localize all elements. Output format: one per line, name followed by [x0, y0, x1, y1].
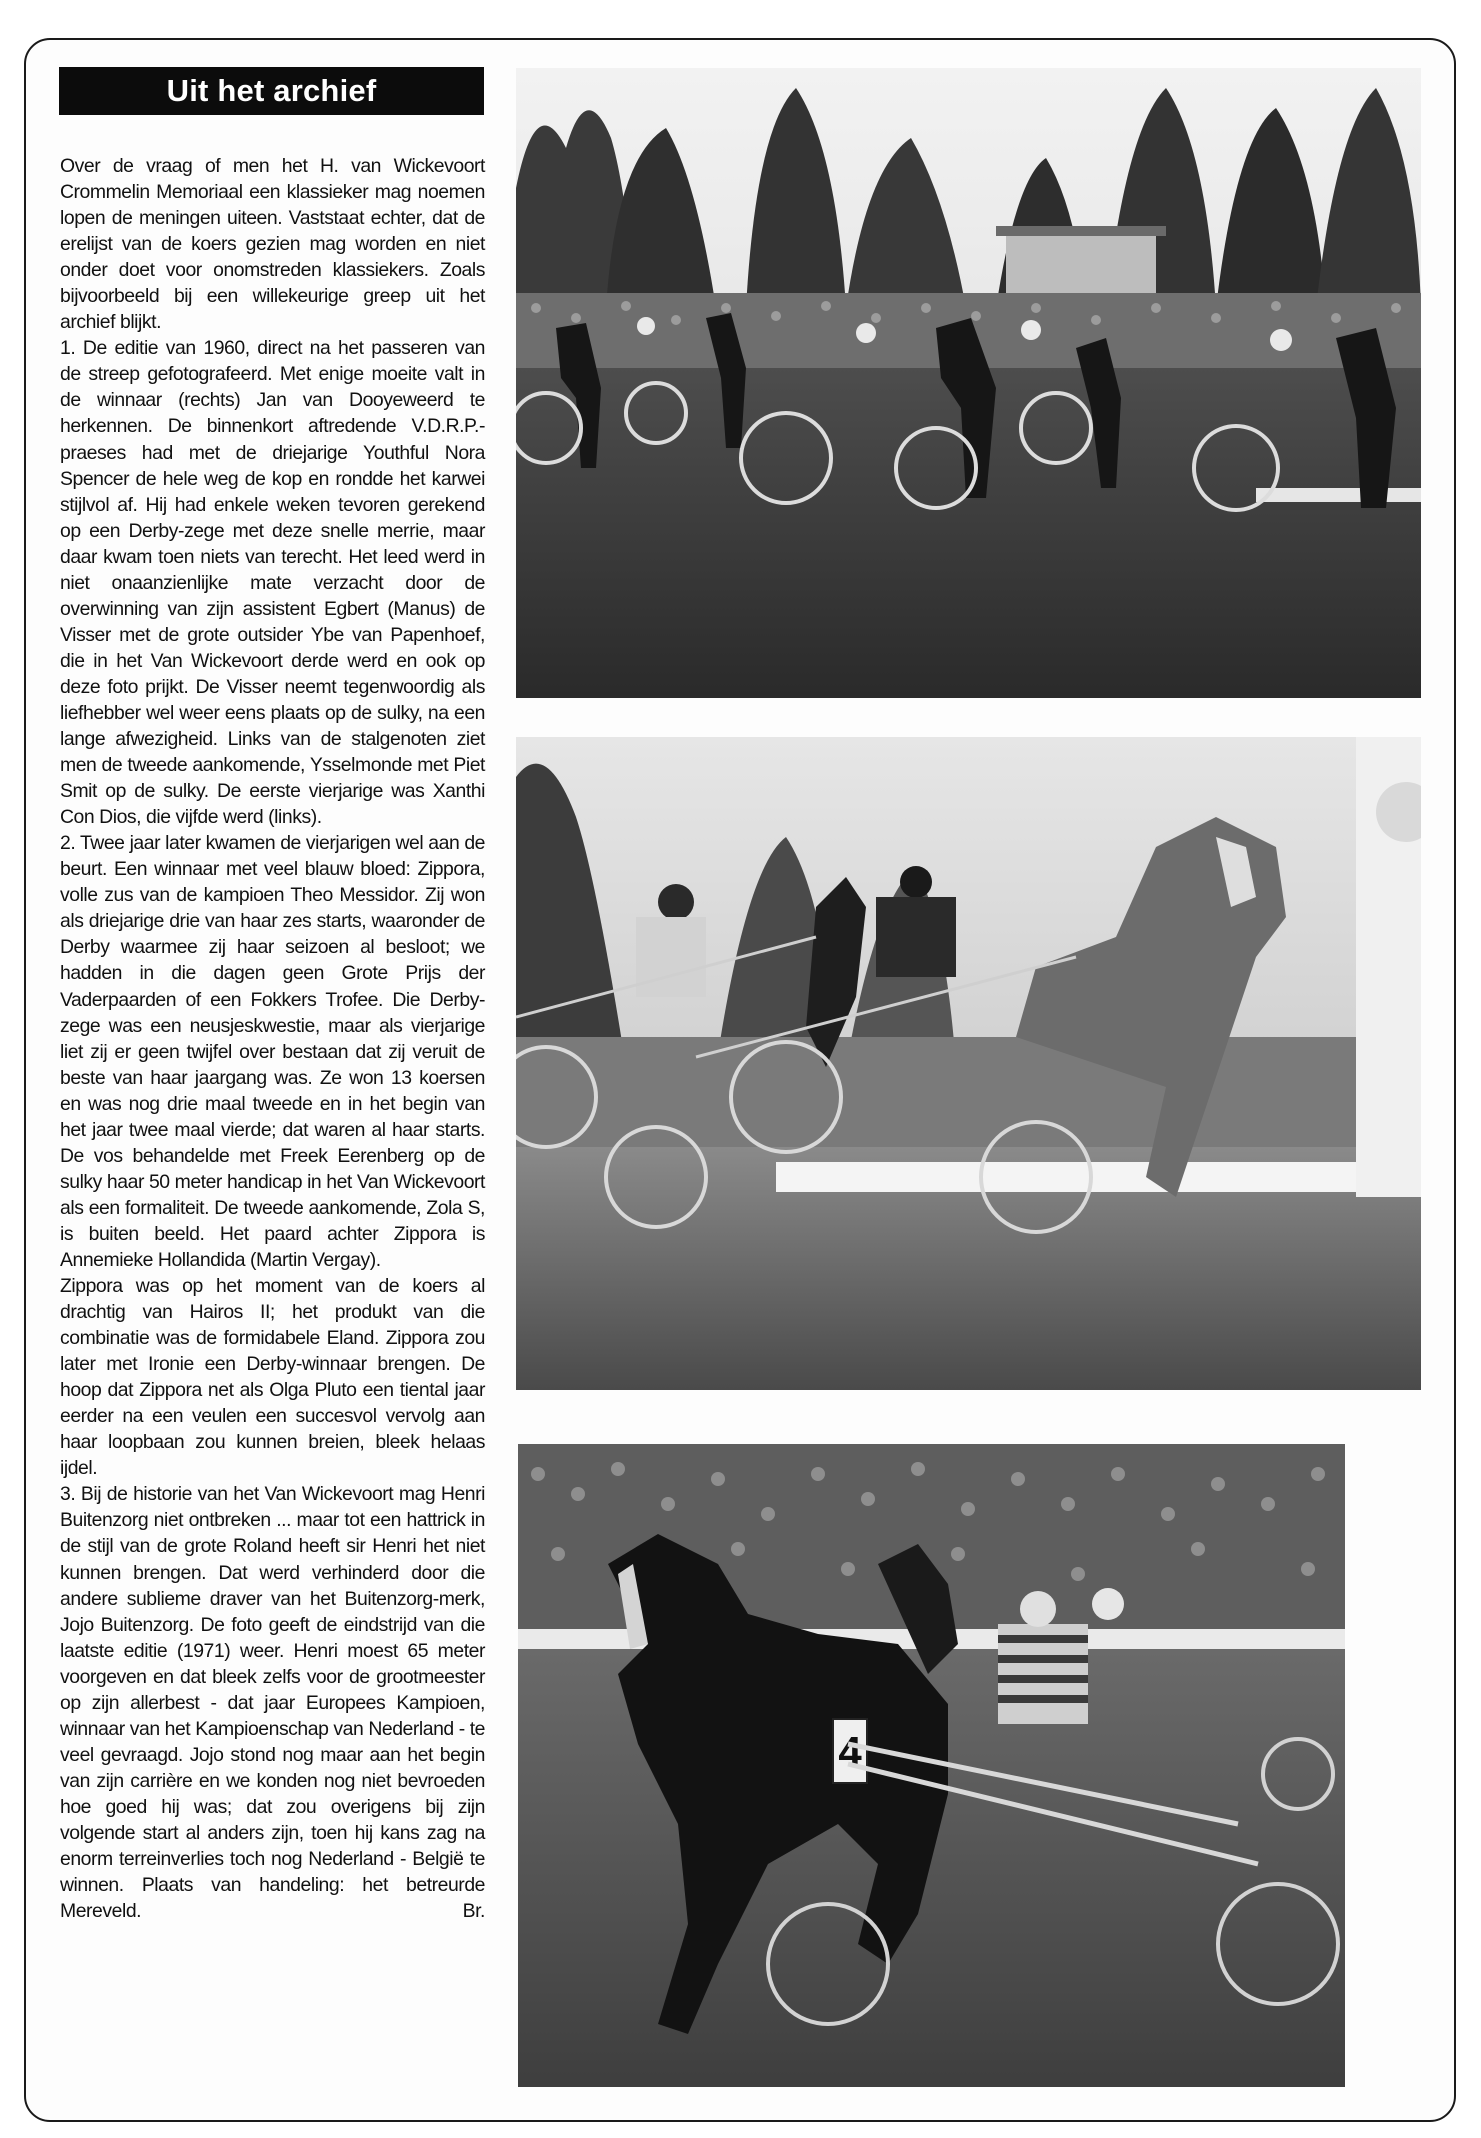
photo-1960-finish-image: [516, 68, 1421, 698]
photo-zippora: [516, 737, 1421, 1390]
article-paragraph-3: Zippora was op het moment van de koers al drachtig van Hairos II; het produkt van die combinatie was de formidabele Eland. Zippora zou later met Ironie een Derby-winnaar brengen. De hoop dat Zippora net als Olga Pluto een tiental jaar eerder na een veulen een succesvol vervolg aan haar loopbaan zou kunnen breien, bleek helaas ijdel.: [60, 1275, 485, 1480]
article-paragraph-intro: Over de vraag of men het H. van Wickevoort Crommelin Memoriaal een klassieker mag noemen lopen de meningen uiteen. Vaststaat echter, dat de erelijst van de koers gezien mag worden en niet onder doet voor onomstreden klassiekers. Zoals bijvoorbeeld bij een willekeurige greep uit het archief blijkt.: [60, 155, 485, 334]
photo-1971-jojo-buitenzorg: [518, 1444, 1345, 2087]
bib-number: 4: [838, 1728, 862, 1775]
article-paragraph-1: 1. De editie van 1960, direct na het passeren van de streep gefotografeerd. Met enige moeite valt in de winnaar (rechts) Jan van Dooyeweerd te herkennen. De binnenkort aftredende V.D.R.P.-praeses had met de driejarige Youthful Nora Spencer de hele weg de kop en rondde het karwei stijlvol af. Hij had enkele weken tevoren gerekend op een Derby-zege met deze snelle merrie, maar daar kwam toen niets van terecht. Het leed werd in niet onaanzienlijke mate verzacht door de overwinning van zijn assistent Egbert (Manus) de Visser met de grote outsider Ybe van Papenhoef, die in het Van Wickevoort derde werd en ook op deze foto prijkt. De Visser neemt tegenwoordig als liefhebber wel weer eens plaats op de sulky, na een lange afwezigheid. Links van de stalgenoten ziet men de tweede aankomende, Ysselmonde met Piet Smit op de sulky. De eerste vierjarige was Xanthi Con Dios, die vijfde werd (links).: [60, 337, 485, 829]
article-paragraph-4: 3. Bij de historie van het Van Wickevoort mag Henri Buitenzorg niet ontbreken ... maar tot een hattrick in de stijl van de grote Roland heeft sir Henri het niet kunnen brengen. Dat werd verhinderd door die andere sublieme draver van het Buitenzorg-merk, Jojo Buitenzorg. De foto geeft de eindstrijd van die laatste editie (1971) weer. Henri moest 65 meter voorgeven en dat bleek zelfs voor de grootmeester op zijn allerbest - dat jaar Europees Kampioen, winnaar van het Kampioenschap van Nederland - te veel gevraagd. Jojo stond nog maar aan het begin van zijn carrière en we konden nog niet bevroeden hoe goed hij was; dat zou overigens bij zijn volgende start al anders zijn, toen hij kans zag na enorm terreinverlies toch nog Nederland - België te winnen. Plaats van handeling: het betreurde Mereveld. Br.: [60, 1483, 485, 1923]
article-paragraph-2: 2. Twee jaar later kwamen de vierjarigen wel aan de beurt. Een winnaar met veel blauw bloed: Zippora, volle zus van de kampioen Theo Messidor. Zij won als driejarige drie van haar zes starts, waaronder de Derby waarmee zij haar seizoen al besloot; we hadden in die dagen geen Grote Prijs der Vaderpaarden of een Fokkers Trofee. Die Derby-zege was een neusjeskwestie, maar als vierjarige liet zij er geen twijfel over bestaan dat zij veruit de beste van haar jaargang was. Ze won 13 koersen en was nog drie maal tweede en in het begin van het jaar twee maal vierde; dat waren al haar starts. De vos behandelde met Freek Eerenberg op de sulky haar 50 meter handicap in het Van Wickevoort als een formaliteit. De tweede aankomende, Zola S, is buiten beeld. Het paard achter Zippora is Annemieke Hollandida (Martin Vergay).: [60, 832, 485, 1271]
photo-zippora-image: [516, 737, 1421, 1390]
section-title: Uit het archief: [59, 67, 484, 115]
photo-1971-image: [518, 1444, 1345, 2087]
photo-1960-finish: [516, 68, 1421, 698]
article-text: [60, 153, 485, 1924]
